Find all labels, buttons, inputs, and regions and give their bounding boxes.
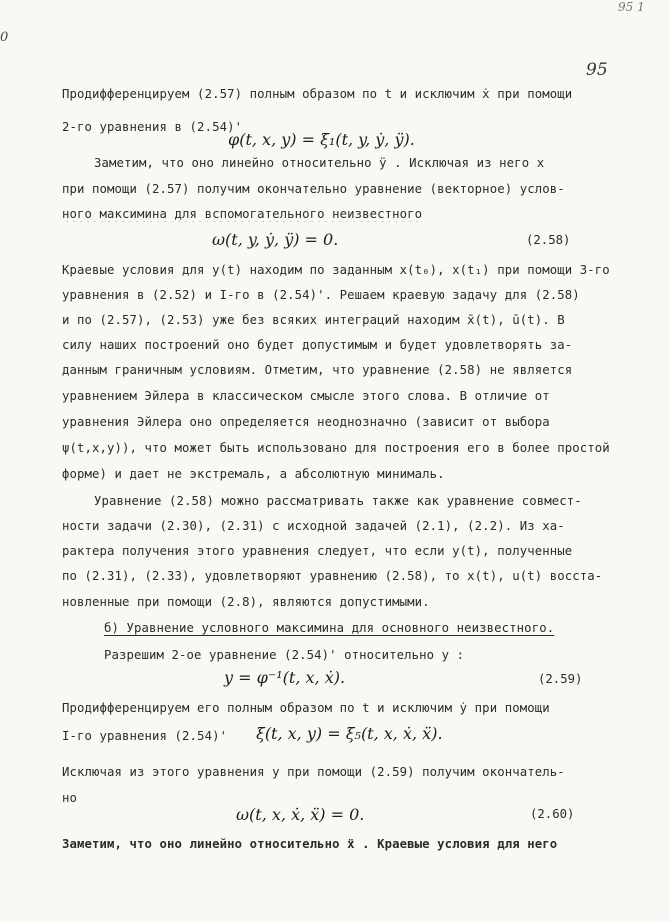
- text-line: ности задачи (2.30), (2.31) с исходной задачей (2.1), (2.2). Из ха-: [62, 519, 565, 533]
- equation-number: (2.60): [530, 807, 575, 821]
- formula-2: ω(t, y, ẏ, ÿ) = 0.: [212, 230, 339, 249]
- section-heading: б) Уравнение условного максимина для основного неизвестного.: [104, 621, 555, 635]
- text-line: силу наших построений оно будет допустимым и будет удовлетворять за-: [62, 338, 573, 352]
- text-line: I-го уравнения (2.54)': [62, 729, 228, 743]
- text-line: Продифференцируем (2.57) полным образом по t и исключим ẋ при помощи: [62, 87, 573, 101]
- text-line: форме) и дает не экстремаль, а абсолютную минималь.: [62, 467, 445, 481]
- corner-mark-right: 95 1: [618, 0, 645, 14]
- formula-5: ω(t, x, ẋ, ẍ) = 0.: [236, 805, 365, 824]
- text-line: Заметим, что оно линейно относительно ÿ . Исключая из него x: [94, 156, 545, 170]
- page-number: 95: [586, 60, 608, 80]
- text-line: данным граничным условиям. Отметим, что уравнение (2.58) не является: [62, 363, 573, 377]
- equation-number: (2.58): [526, 233, 571, 247]
- text-line: уравнением Эйлера в классическом смысле этого слова. В отличие от: [62, 389, 550, 403]
- text-line: ψ(t,x,y)), что может быть использовано для построения его в более простой: [62, 441, 610, 455]
- text-line: ного максимина для вспомогательного неизвестного: [62, 207, 422, 221]
- text-line: новленные при помощи (2.8), являются допустимыми.: [62, 595, 430, 609]
- text-line: 2-го уравнения в (2.54)': [62, 120, 243, 134]
- text-line: Краевые условия для y(t) находим по заданным x(t₀), x(t₁) при помощи 3-го: [62, 263, 610, 277]
- text-line: Заметим, что оно линейно относительно ẍ . Краевые условия для него: [62, 837, 558, 851]
- text-line: Исключая из этого уравнения y при помощи (2.59) получим окончатель-: [62, 765, 565, 779]
- text-line: рактера получения этого уравнения следует, что если y(t), полученные: [62, 544, 573, 558]
- formula-3: y = φ⁻¹(t, x, ẋ).: [224, 668, 346, 687]
- text-line: Разрешим 2-ое уравнение (2.54)' относительно y :: [104, 648, 465, 662]
- text-line: по (2.31), (2.33), удовлетворяют уравнению (2.58), то x(t), u(t) восста-: [62, 569, 603, 583]
- text-line: уравнения в (2.52) и I-го в (2.54)'. Решаем краевую задачу для (2.58): [62, 288, 580, 302]
- text-line: уравнения Эйлера оно определяется неоднозначно (зависит от выбора: [62, 415, 550, 429]
- text-line: Уравнение (2.58) можно рассматривать также как уравнение совмест-: [94, 494, 582, 508]
- text-line: но: [62, 791, 78, 805]
- formula-4: ξ(t, x, y) = ξ₅(t, x, ẋ, ẍ).: [256, 724, 443, 743]
- text-line: и по (2.57), (2.53) уже без всяких интеграций находим x̄(t), ū(t). В: [62, 313, 565, 327]
- equation-number: (2.59): [538, 672, 583, 686]
- text-line: при помощи (2.57) получим окончательно уравнение (векторное) услов-: [62, 182, 565, 196]
- formula-1: φ(t, x, y) = ξ₁(t, y, ẏ, ÿ).: [228, 130, 415, 149]
- text-line: Продифференцируем его полным образом по t и исключим ẏ при помощи: [62, 701, 550, 715]
- corner-mark-left: 0: [0, 30, 9, 45]
